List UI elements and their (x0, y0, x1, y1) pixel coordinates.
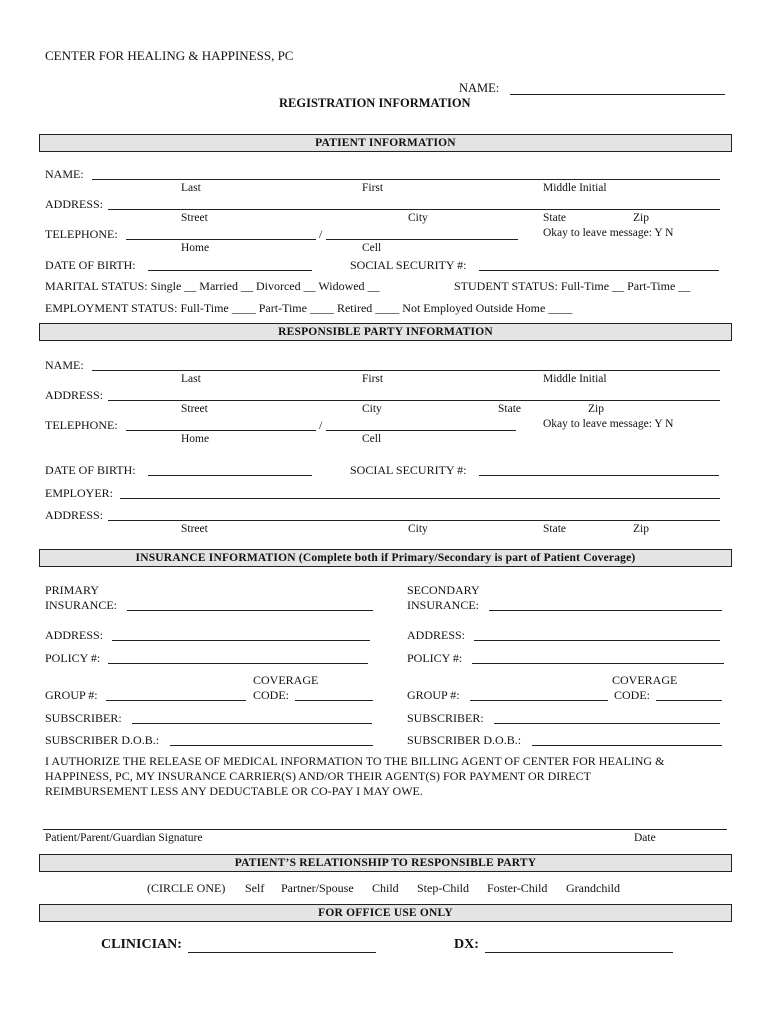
secondary-group-field[interactable] (470, 700, 608, 701)
rp-address-field[interactable] (108, 400, 720, 401)
primary-policy-label: POLICY #: (45, 651, 101, 665)
secondary-policy-label: POLICY #: (407, 651, 463, 665)
relationship-option-self[interactable]: Self (245, 881, 265, 895)
rp-city-caption: City (362, 403, 382, 415)
secondary-subscriber-label: SUBSCRIBER: (407, 711, 484, 725)
secondary-subscriber-dob-field[interactable] (532, 745, 722, 746)
authorization-line-3: REIMBURSEMENT LESS ANY DEDUCTABLE OR CO-PAY I MAY OWE. (45, 784, 423, 798)
primary-subscriber-dob-label: SUBSCRIBER D.O.B.: (45, 733, 160, 747)
patient-city-caption: City (408, 212, 428, 224)
rp-last-caption: Last (181, 373, 201, 385)
rp-city2-caption: City (408, 523, 428, 535)
patient-okay-message[interactable]: Okay to leave message: Y N (543, 227, 674, 239)
header-name-label: NAME: (459, 81, 500, 95)
clinician-field[interactable] (188, 952, 376, 953)
secondary-subscriber-field[interactable] (494, 723, 720, 724)
primary-code-field[interactable] (295, 700, 373, 701)
rp-street-caption: Street (181, 403, 208, 415)
phone-separator: / (319, 227, 323, 241)
date-caption: Date (634, 832, 656, 844)
patient-address-field[interactable] (108, 209, 720, 210)
rp-ssn-field[interactable] (479, 475, 719, 476)
signature-line[interactable] (43, 829, 727, 830)
rp-middle-caption: Middle Initial (543, 373, 607, 385)
primary-label-1: PRIMARY (45, 583, 100, 597)
secondary-coverage-label: COVERAGE (612, 673, 678, 687)
secondary-policy-field[interactable] (472, 663, 724, 664)
rp-ssn-label: SOCIAL SECURITY #: (350, 463, 467, 477)
relationship-option-partner[interactable]: Partner/Spouse (281, 881, 354, 895)
relationship-section-header: PATIENT’S RELATIONSHIP TO RESPONSIBLE PARTY (39, 854, 732, 872)
patient-dob-label: DATE OF BIRTH: (45, 258, 136, 272)
rp-state-caption: State (498, 403, 521, 415)
rp-telephone-label: TELEPHONE: (45, 418, 118, 432)
patient-first-caption: First (362, 182, 384, 194)
relationship-option-foster-child[interactable]: Foster-Child (487, 881, 548, 895)
rp-okay-message[interactable]: Okay to leave message: Y N (543, 418, 674, 430)
rp-employer-address-label: ADDRESS: (45, 508, 104, 522)
patient-state-caption: State (543, 212, 566, 224)
primary-code-label: CODE: (253, 688, 289, 702)
secondary-address-label: ADDRESS: (407, 628, 466, 642)
secondary-group-label: GROUP #: (407, 688, 460, 702)
patient-name-label: NAME: (45, 167, 84, 181)
secondary-code-field[interactable] (656, 700, 722, 701)
responsible-section-header: RESPONSIBLE PARTY INFORMATION (39, 323, 732, 341)
patient-middle-caption: Middle Initial (543, 182, 607, 194)
rp-zip2-caption: Zip (633, 523, 649, 535)
secondary-label-1: SECONDARY (407, 583, 480, 597)
patient-cell-phone-field[interactable] (326, 239, 518, 240)
primary-subscriber-label: SUBSCRIBER: (45, 711, 122, 725)
office-section-header: FOR OFFICE USE ONLY (39, 904, 732, 922)
patient-ssn-field[interactable] (479, 270, 719, 271)
primary-address-field[interactable] (112, 640, 370, 641)
rp-home-caption: Home (181, 433, 210, 445)
relationship-option-child[interactable]: Child (372, 881, 399, 895)
authorization-line-1: I AUTHORIZE THE RELEASE OF MEDICAL INFORMATION TO THE BILLING AGENT OF CENTER FOR HEALING & (45, 754, 665, 768)
rp-cell-caption: Cell (362, 433, 382, 445)
patient-name-field[interactable] (92, 179, 720, 180)
rp-employer-address-field[interactable] (108, 520, 720, 521)
header-name-field[interactable] (510, 94, 725, 95)
patient-zip-caption: Zip (633, 212, 649, 224)
patient-dob-field[interactable] (148, 270, 312, 271)
clinician-label: CLINICIAN: (101, 937, 182, 952)
primary-subscriber-field[interactable] (132, 723, 372, 724)
patient-address-label: ADDRESS: (45, 197, 104, 211)
patient-home-caption: Home (181, 242, 210, 254)
org-name: CENTER FOR HEALING & HAPPINESS, PC (45, 48, 294, 63)
rp-home-phone-field[interactable] (126, 430, 316, 431)
rp-first-caption: First (362, 373, 384, 385)
rp-dob-label: DATE OF BIRTH: (45, 463, 136, 477)
primary-subscriber-dob-field[interactable] (170, 745, 373, 746)
dx-field[interactable] (485, 952, 673, 953)
patient-street-caption: Street (181, 212, 208, 224)
rp-employer-field[interactable] (120, 498, 720, 499)
primary-group-label: GROUP #: (45, 688, 98, 702)
page-title: REGISTRATION INFORMATION (279, 96, 471, 110)
employment-status[interactable]: EMPLOYMENT STATUS: Full-Time ____ Part-Time ____ Retired ____ Not Employed Outside Home ____ (45, 301, 573, 315)
relationship-option-step-child[interactable]: Step-Child (417, 881, 470, 895)
patient-section-header: PATIENT INFORMATION (39, 134, 732, 152)
secondary-code-label: CODE: (614, 688, 650, 702)
rp-cell-phone-field[interactable] (326, 430, 516, 431)
secondary-subscriber-dob-label: SUBSCRIBER D.O.B.: (407, 733, 522, 747)
rp-name-field[interactable] (92, 370, 720, 371)
patient-last-caption: Last (181, 182, 201, 194)
rp-dob-field[interactable] (148, 475, 312, 476)
authorization-line-2: HAPPINESS, PC, MY INSURANCE CARRIER(S) AND/OR THEIR AGENT(S) FOR PAYMENT OR DIRECT (45, 769, 591, 783)
rp-zip-caption: Zip (588, 403, 604, 415)
rp-street2-caption: Street (181, 523, 208, 535)
secondary-insurance-field[interactable] (489, 610, 722, 611)
insurance-section-header: INSURANCE INFORMATION (Complete both if Primary/Secondary is part of Patient Coverage) (39, 549, 732, 567)
patient-cell-caption: Cell (362, 242, 382, 254)
patient-ssn-label: SOCIAL SECURITY #: (350, 258, 467, 272)
patient-telephone-label: TELEPHONE: (45, 227, 118, 241)
primary-label-2: INSURANCE: (45, 598, 118, 612)
student-status[interactable]: STUDENT STATUS: Full-Time __ Part-Time __ (454, 279, 691, 293)
primary-policy-field[interactable] (108, 663, 368, 664)
rp-employer-label: EMPLOYER: (45, 486, 114, 500)
rp-phone-separator: / (319, 418, 323, 432)
secondary-label-2: INSURANCE: (407, 598, 480, 612)
marital-status[interactable]: MARITAL STATUS: Single __ Married __ Divorced __ Widowed __ (45, 279, 380, 293)
secondary-address-field[interactable] (474, 640, 720, 641)
circle-one-label: (CIRCLE ONE) (147, 881, 226, 895)
relationship-option-grandchild[interactable]: Grandchild (566, 881, 620, 895)
primary-address-label: ADDRESS: (45, 628, 104, 642)
dx-label: DX: (454, 937, 479, 952)
primary-coverage-label: COVERAGE (253, 673, 319, 687)
rp-name-label: NAME: (45, 358, 84, 372)
primary-insurance-field[interactable] (127, 610, 373, 611)
rp-address-label: ADDRESS: (45, 388, 104, 402)
primary-group-field[interactable] (106, 700, 246, 701)
rp-state2-caption: State (543, 523, 566, 535)
signature-caption: Patient/Parent/Guardian Signature (45, 832, 203, 844)
patient-home-phone-field[interactable] (126, 239, 316, 240)
